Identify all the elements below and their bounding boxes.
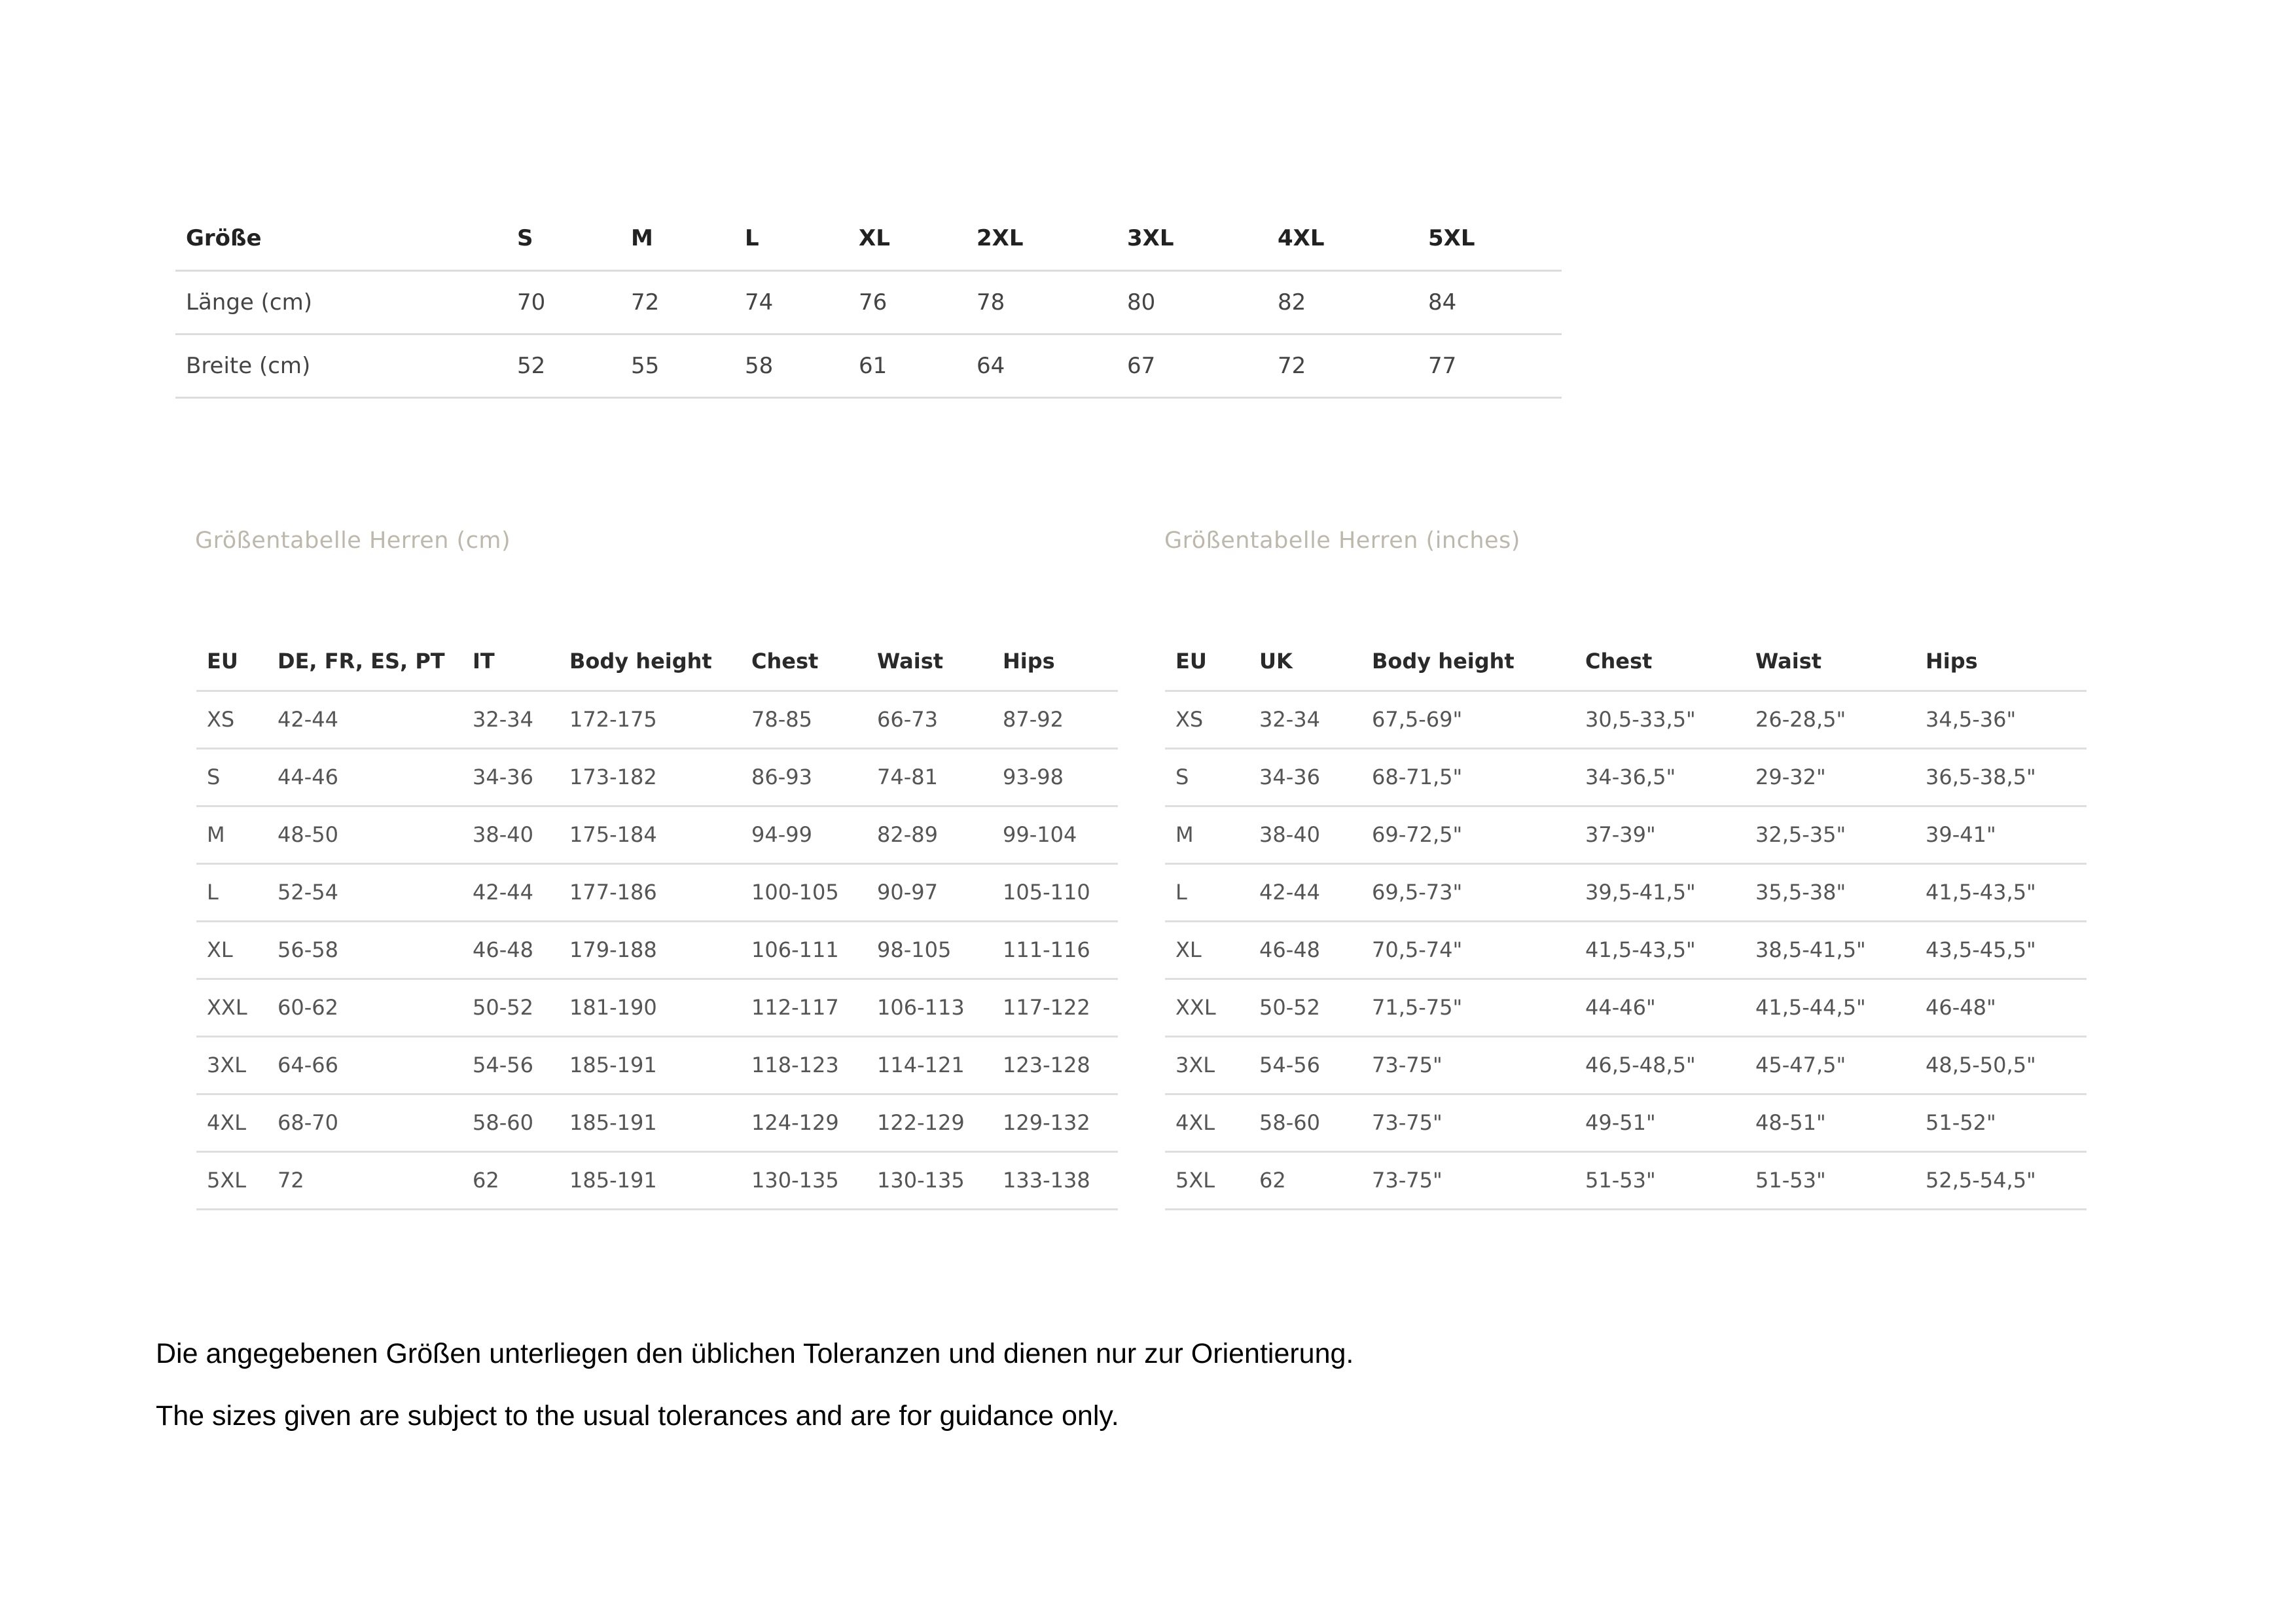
- table-cell: 173-182: [559, 748, 741, 806]
- table-cell: 90-97: [867, 863, 992, 921]
- table-cell: 124-129: [741, 1094, 867, 1151]
- men-cm-table-body: [196, 691, 1118, 1209]
- header-cell: 5XL: [1418, 207, 1562, 270]
- table-cell: 52: [507, 334, 620, 397]
- table-row: [196, 863, 1118, 921]
- table-cell: 46-48: [462, 921, 559, 979]
- table-cell: 43,5-45,5": [1915, 921, 2087, 979]
- table-cell: S: [1165, 748, 1249, 806]
- table-cell: 130-135: [741, 1151, 867, 1209]
- garment-size-table: [175, 207, 1562, 399]
- table-cell: 37-39": [1575, 806, 1745, 863]
- section-title-cm: Größentabelle Herren (cm): [195, 528, 511, 554]
- table-cell: 50-52: [462, 979, 559, 1036]
- table-row: [196, 748, 1118, 806]
- table-cell: 93-98: [992, 748, 1118, 806]
- tolerance-note-en: The sizes given are subject to the usual tolerances and are for guidance only.: [156, 1400, 1119, 1432]
- table-cell: 51-52": [1915, 1094, 2087, 1151]
- table-cell: 72: [1267, 334, 1418, 397]
- header-cell: Waist: [867, 633, 992, 691]
- table-cell: XS: [1165, 691, 1249, 748]
- men-size-table-cm: [196, 633, 1118, 1210]
- table-cell: M: [196, 806, 267, 863]
- table-cell: 51-53": [1575, 1151, 1745, 1209]
- table-cell: 38-40: [462, 806, 559, 863]
- table-row: [1165, 748, 2087, 806]
- table-row: [1165, 1151, 2087, 1209]
- header-cell: Chest: [1575, 633, 1745, 691]
- table-cell: 48,5-50,5": [1915, 1036, 2087, 1094]
- table-cell: 70: [507, 270, 620, 334]
- header-cell: Hips: [992, 633, 1118, 691]
- table-cell: S: [196, 748, 267, 806]
- header-cell: L: [734, 207, 848, 270]
- table-cell: 38,5-41,5": [1745, 921, 1915, 979]
- table-cell: 62: [1249, 1151, 1361, 1209]
- table-cell: 4XL: [196, 1094, 267, 1151]
- table-cell: 70,5-74": [1361, 921, 1575, 979]
- table-cell: 185-191: [559, 1094, 741, 1151]
- table-cell: 39,5-41,5": [1575, 863, 1745, 921]
- header-cell: XL: [848, 207, 966, 270]
- table-cell: 34,5-36": [1915, 691, 2087, 748]
- table-cell: 82-89: [867, 806, 992, 863]
- table-cell: 42-44: [1249, 863, 1361, 921]
- table-cell: 55: [620, 334, 734, 397]
- table-cell: 99-104: [992, 806, 1118, 863]
- header-cell: S: [507, 207, 620, 270]
- table-header-row: [1165, 633, 2087, 691]
- table-header-row: [175, 207, 1562, 270]
- table-row: [1165, 1036, 2087, 1094]
- table-cell: 26-28,5": [1745, 691, 1915, 748]
- table-cell: 58-60: [1249, 1094, 1361, 1151]
- table-cell: Breite (cm): [175, 334, 507, 397]
- table-cell: 179-188: [559, 921, 741, 979]
- table-cell: 44-46": [1575, 979, 1745, 1036]
- table-cell: 111-116: [992, 921, 1118, 979]
- header-cell: M: [620, 207, 734, 270]
- table-cell: 48-51": [1745, 1094, 1915, 1151]
- table-cell: XL: [196, 921, 267, 979]
- table-cell: 62: [462, 1151, 559, 1209]
- table-cell: 86-93: [741, 748, 867, 806]
- table-row: [1165, 1094, 2087, 1151]
- table-cell: 29-32": [1745, 748, 1915, 806]
- table-cell: 5XL: [1165, 1151, 1249, 1209]
- table-cell: 34-36: [1249, 748, 1361, 806]
- table-row: [1165, 863, 2087, 921]
- table-cell: 181-190: [559, 979, 741, 1036]
- table-cell: 82: [1267, 270, 1418, 334]
- table-cell: 67: [1117, 334, 1267, 397]
- table-cell: 129-132: [992, 1094, 1118, 1151]
- table-cell: 42-44: [462, 863, 559, 921]
- table-row: [196, 1094, 1118, 1151]
- table-cell: 56-58: [267, 921, 462, 979]
- table-cell: L: [196, 863, 267, 921]
- table-cell: 52-54: [267, 863, 462, 921]
- table-cell: M: [1165, 806, 1249, 863]
- header-cell: EU: [196, 633, 267, 691]
- table-cell: 41,5-44,5": [1745, 979, 1915, 1036]
- table-cell: 51-53": [1745, 1151, 1915, 1209]
- table-cell: 172-175: [559, 691, 741, 748]
- table-cell: XS: [196, 691, 267, 748]
- table-cell: 46-48: [1249, 921, 1361, 979]
- table-cell: 34-36: [462, 748, 559, 806]
- table-row: [196, 691, 1118, 748]
- table-cell: 68-70: [267, 1094, 462, 1151]
- table-cell: 69,5-73": [1361, 863, 1575, 921]
- header-cell: Chest: [741, 633, 867, 691]
- table-cell: 177-186: [559, 863, 741, 921]
- table-cell: 105-110: [992, 863, 1118, 921]
- table-cell: 46-48": [1915, 979, 2087, 1036]
- table-cell: 73-75": [1361, 1094, 1575, 1151]
- table-cell: 30,5-33,5": [1575, 691, 1745, 748]
- table-cell: 80: [1117, 270, 1267, 334]
- table-cell: 64-66: [267, 1036, 462, 1094]
- header-cell: Waist: [1745, 633, 1915, 691]
- table-cell: XL: [1165, 921, 1249, 979]
- table-cell: 106-111: [741, 921, 867, 979]
- table-cell: 114-121: [867, 1036, 992, 1094]
- table-cell: 52,5-54,5": [1915, 1151, 2087, 1209]
- table-cell: 32,5-35": [1745, 806, 1915, 863]
- table-cell: 45-47,5": [1745, 1036, 1915, 1094]
- table-cell: 78-85: [741, 691, 867, 748]
- table-cell: 60-62: [267, 979, 462, 1036]
- table-cell: 39-41": [1915, 806, 2087, 863]
- header-cell: Größe: [175, 207, 507, 270]
- table-row: [196, 806, 1118, 863]
- table-cell: 77: [1418, 334, 1562, 397]
- table-cell: 185-191: [559, 1036, 741, 1094]
- table-cell: 74: [734, 270, 848, 334]
- table-cell: 3XL: [196, 1036, 267, 1094]
- header-cell: IT: [462, 633, 559, 691]
- table-cell: 100-105: [741, 863, 867, 921]
- table-cell: 42-44: [267, 691, 462, 748]
- table-cell: 58: [734, 334, 848, 397]
- table-cell: 46,5-48,5": [1575, 1036, 1745, 1094]
- table-cell: 66-73: [867, 691, 992, 748]
- table-cell: 74-81: [867, 748, 992, 806]
- table-cell: 5XL: [196, 1151, 267, 1209]
- table-cell: 98-105: [867, 921, 992, 979]
- header-cell: EU: [1165, 633, 1249, 691]
- table-cell: 64: [966, 334, 1117, 397]
- table-cell: 41,5-43,5": [1575, 921, 1745, 979]
- table-row: [196, 979, 1118, 1036]
- table-cell: 72: [267, 1151, 462, 1209]
- table-row: [1165, 806, 2087, 863]
- table-cell: 72: [620, 270, 734, 334]
- header-cell: Body height: [1361, 633, 1575, 691]
- table-cell: 32-34: [1249, 691, 1361, 748]
- table-cell: 130-135: [867, 1151, 992, 1209]
- table-cell: 44-46: [267, 748, 462, 806]
- table-cell: 133-138: [992, 1151, 1118, 1209]
- header-cell: UK: [1249, 633, 1361, 691]
- table-cell: 175-184: [559, 806, 741, 863]
- header-cell: DE, FR, ES, PT: [267, 633, 462, 691]
- table-cell: 67,5-69": [1361, 691, 1575, 748]
- table-cell: 76: [848, 270, 966, 334]
- table-row: [196, 921, 1118, 979]
- table-cell: 50-52: [1249, 979, 1361, 1036]
- table-cell: 32-34: [462, 691, 559, 748]
- table-cell: 94-99: [741, 806, 867, 863]
- table-cell: XXL: [1165, 979, 1249, 1036]
- table-cell: 117-122: [992, 979, 1118, 1036]
- table-cell: 61: [848, 334, 966, 397]
- table-row: [196, 1036, 1118, 1094]
- table-cell: 84: [1418, 270, 1562, 334]
- table-cell: 71,5-75": [1361, 979, 1575, 1036]
- table-cell: 41,5-43,5": [1915, 863, 2087, 921]
- tolerance-note-de: Die angegebenen Größen unterliegen den üblichen Toleranzen und dienen nur zur Orientierung.: [156, 1338, 1354, 1369]
- table-cell: 58-60: [462, 1094, 559, 1151]
- table-cell: 48-50: [267, 806, 462, 863]
- table-cell: 35,5-38": [1745, 863, 1915, 921]
- table-cell: 118-123: [741, 1036, 867, 1094]
- table-cell: 68-71,5": [1361, 748, 1575, 806]
- table-cell: 106-113: [867, 979, 992, 1036]
- table-row: [1165, 979, 2087, 1036]
- header-cell: Body height: [559, 633, 741, 691]
- table-cell: 54-56: [1249, 1036, 1361, 1094]
- header-cell: 4XL: [1267, 207, 1418, 270]
- table-cell: 73-75": [1361, 1151, 1575, 1209]
- header-cell: 3XL: [1117, 207, 1267, 270]
- table-cell: 112-117: [741, 979, 867, 1036]
- table-cell: 38-40: [1249, 806, 1361, 863]
- table-cell: Länge (cm): [175, 270, 507, 334]
- table-row: [175, 270, 1562, 334]
- table-header-row: [196, 633, 1118, 691]
- header-cell: Hips: [1915, 633, 2087, 691]
- table-cell: 36,5-38,5": [1915, 748, 2087, 806]
- table-row: [1165, 921, 2087, 979]
- table-cell: L: [1165, 863, 1249, 921]
- table-cell: 49-51": [1575, 1094, 1745, 1151]
- table-cell: 73-75": [1361, 1036, 1575, 1094]
- header-cell: 2XL: [966, 207, 1117, 270]
- table-cell: 87-92: [992, 691, 1118, 748]
- table-cell: 34-36,5": [1575, 748, 1745, 806]
- table-row: [175, 334, 1562, 397]
- table-cell: 185-191: [559, 1151, 741, 1209]
- men-size-table-inches: [1165, 633, 2087, 1210]
- section-title-inches: Größentabelle Herren (inches): [1164, 528, 1520, 554]
- men-inches-table-body: [1165, 691, 2087, 1209]
- table-cell: 123-128: [992, 1036, 1118, 1094]
- table-cell: XXL: [196, 979, 267, 1036]
- table-cell: 69-72,5": [1361, 806, 1575, 863]
- table-cell: 78: [966, 270, 1117, 334]
- table-cell: 4XL: [1165, 1094, 1249, 1151]
- table-row: [1165, 691, 2087, 748]
- table-cell: 3XL: [1165, 1036, 1249, 1094]
- table-row: [196, 1151, 1118, 1209]
- table-cell: 122-129: [867, 1094, 992, 1151]
- table-cell: 54-56: [462, 1036, 559, 1094]
